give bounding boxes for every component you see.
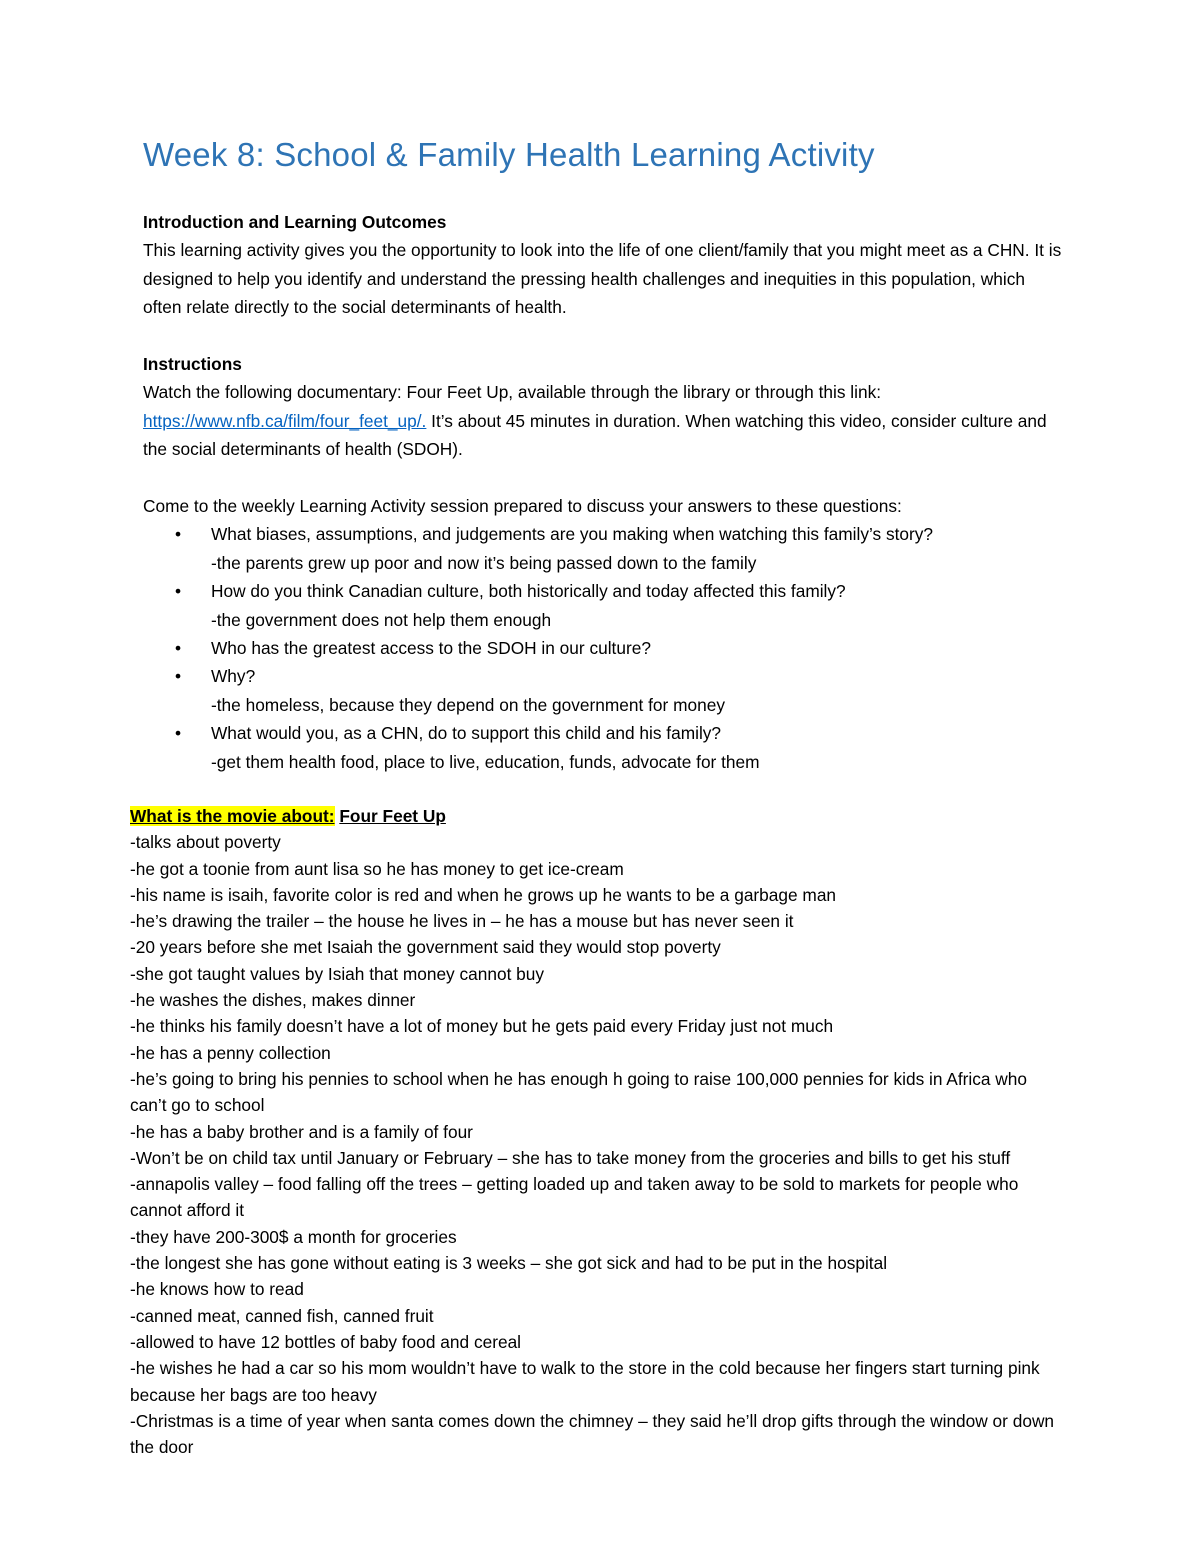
question-item bbox=[143, 719, 1063, 776]
note-item: -allowed to have 12 bottles of baby food and cereal bbox=[130, 1331, 522, 1352]
question-item bbox=[143, 577, 1063, 634]
instructions-text-after-link: It’s about 45 minutes in duration. When watching this video, consider culture and the social determinants of health (SDOH). bbox=[143, 410, 1047, 460]
intro-heading: Introduction and Learning Outcomes bbox=[143, 212, 447, 232]
answer-text: -get them health food, place to live, education, funds, advocate for them bbox=[211, 751, 760, 772]
instructions-section bbox=[143, 350, 1063, 776]
question-item bbox=[143, 634, 1063, 662]
answer-text: -the homeless, because they depend on the government for money bbox=[211, 694, 725, 715]
note-item: -Christmas is a time of year when santa comes down the chimney – they said he’ll drop gifts through the window or down the door bbox=[130, 1410, 1055, 1458]
intro-text: This learning activity gives you the opportunity to look into the life of one client/family that you might meet as a CHN. It is designed to help you identify and understand the pressing health challenges and inequities in this population, which often relate directly to the social determinants of health. bbox=[143, 240, 1062, 318]
note-item: -he got a toonie from aunt lisa so he has money to get ice-cream bbox=[130, 858, 624, 879]
page-title: Week 8: School & Family Health Learning Activity bbox=[143, 136, 875, 173]
question-text: • How do you think Canadian culture, both historically and today affected this family? bbox=[211, 581, 846, 602]
movie-title: Four Feet Up bbox=[339, 806, 446, 826]
note-item: -canned meat, canned fish, canned fruit bbox=[130, 1305, 434, 1326]
note-item: -he has a baby brother and is a family of four bbox=[130, 1121, 473, 1142]
note-item: -the longest she has gone without eating is 3 weeks – she got sick and had to be put in the hospital bbox=[130, 1253, 888, 1274]
movie-heading bbox=[130, 803, 1060, 829]
instructions-text bbox=[143, 378, 1063, 463]
note-item: -he’s going to bring his pennies to school when he has enough h going to raise 100,000 pennies for kids in Africa who can’t go to school bbox=[130, 1068, 1027, 1116]
question-item bbox=[143, 662, 1063, 719]
spacer bbox=[143, 464, 1063, 492]
questions-list bbox=[143, 520, 1063, 776]
movie-label: What is the movie about: bbox=[130, 806, 335, 826]
note-item: -she got taught values by Isiah that money cannot buy bbox=[130, 963, 545, 984]
note-item: -annapolis valley – food falling off the trees – getting loaded up and taken away to be sold to markets for people who cannot afford it bbox=[130, 1174, 1019, 1221]
question-item bbox=[143, 520, 1063, 577]
note-item: -his name is isaih, favorite color is red and when he grows up he wants to be a garbage man bbox=[130, 884, 837, 905]
instructions-heading: Instructions bbox=[143, 354, 242, 374]
question-text: • What would you, as a CHN, do to support this child and his family? bbox=[211, 723, 722, 744]
movie-notes-section bbox=[130, 803, 1060, 1460]
note-item: -20 years before she met Isaiah the government said they would stop poverty bbox=[130, 937, 721, 958]
note-item: -Won’t be on child tax until January or February – she has to take money from the groceries and bills to get his stuff bbox=[130, 1147, 1011, 1168]
instructions-prompt: Come to the weekly Learning Activity session prepared to discuss your answers to these questions: bbox=[143, 496, 902, 517]
intro-section bbox=[143, 208, 1063, 322]
notes-list bbox=[130, 829, 1060, 1460]
answer-text: -the government does not help them enough bbox=[211, 609, 552, 630]
note-item: -he wishes he had a car so his mom wouldn’t have to walk to the store in the cold because her fingers start turning pink because her bags are too heavy bbox=[130, 1358, 1040, 1405]
note-item: -talks about poverty bbox=[130, 832, 281, 853]
note-item: -they have 200-300$ a month for groceries bbox=[130, 1226, 457, 1247]
documentary-link[interactable]: https://www.nfb.ca/film/four_feet_up/. bbox=[143, 410, 427, 431]
instructions-text-before-link: Watch the following documentary: Four Feet Up, available through the library or through this link: bbox=[143, 382, 882, 403]
question-text: • What biases, assumptions, and judgements are you making when watching this family’s story? bbox=[211, 524, 934, 545]
question-text: • Who has the greatest access to the SDOH in our culture? bbox=[211, 638, 651, 659]
answer-text: -the parents grew up poor and now it’s being passed down to the family bbox=[211, 552, 757, 573]
note-item: -he washes the dishes, makes dinner bbox=[130, 990, 416, 1011]
note-item: -he thinks his family doesn’t have a lot of money but he gets paid every Friday just not much bbox=[130, 1016, 834, 1037]
question-text: • Why? bbox=[211, 666, 256, 687]
note-item: -he has a penny collection bbox=[130, 1042, 331, 1063]
note-item: -he knows how to read bbox=[130, 1279, 304, 1300]
note-item: -he’s drawing the trailer – the house he lives in – he has a mouse but has never seen it bbox=[130, 911, 794, 932]
